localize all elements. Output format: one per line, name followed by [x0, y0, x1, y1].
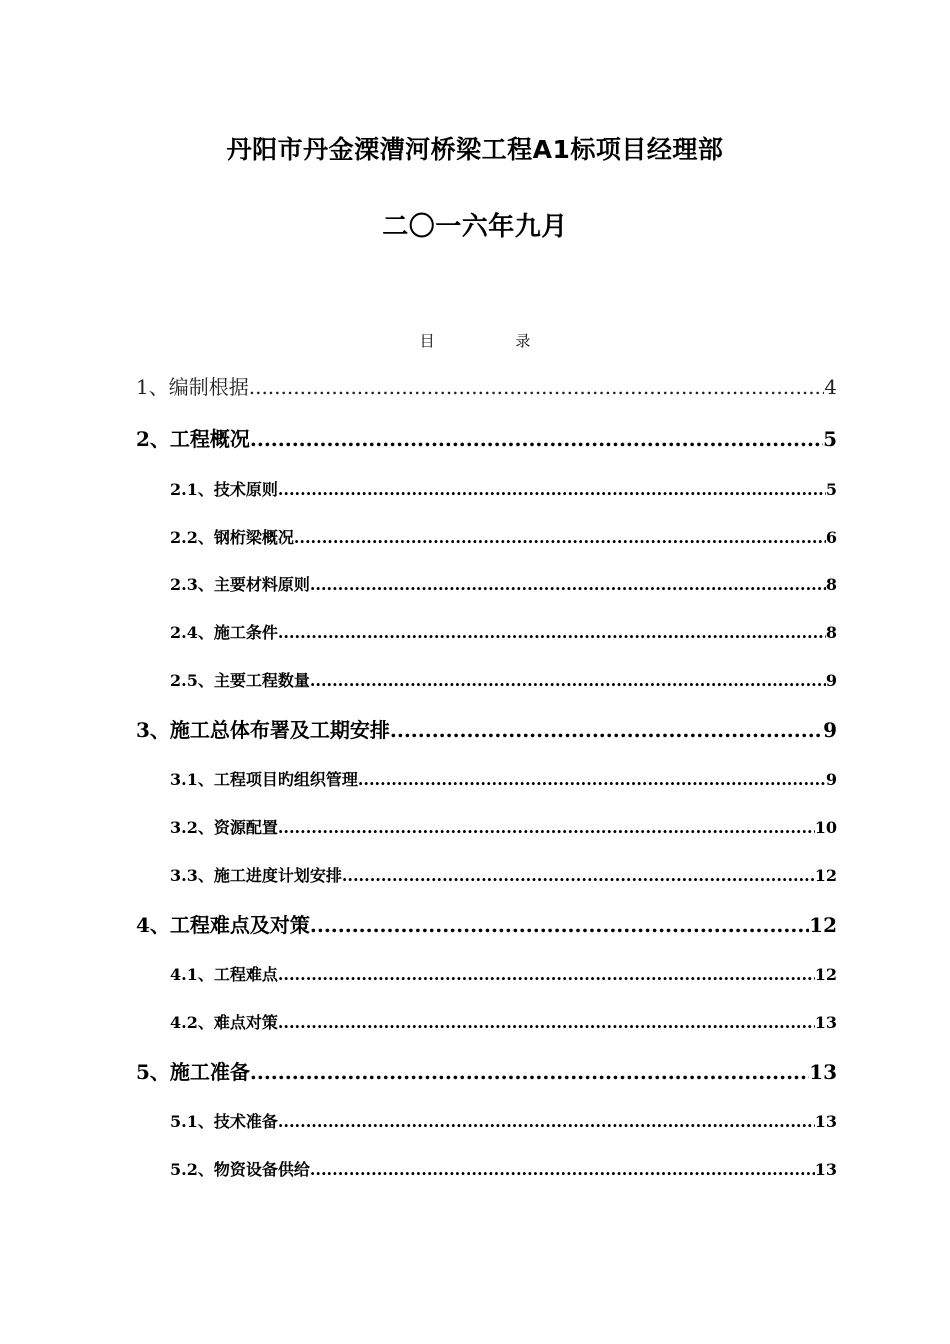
- toc-entry[interactable]: [170, 620, 837, 643]
- toc-entry-page: 13: [814, 1160, 837, 1179]
- toc-entry-label: 2.3、主要材料原则: [170, 575, 310, 594]
- toc-leader-dots: [278, 965, 815, 984]
- toc-entry-label: 1、编制根据: [136, 375, 249, 399]
- toc-entry[interactable]: [136, 371, 837, 400]
- toc-leader-dots: [310, 1160, 815, 1179]
- toc-entry-page: 12: [814, 965, 837, 984]
- toc-entry-page: 13: [814, 1112, 837, 1131]
- toc-entry-label: 4.1、工程难点: [170, 965, 278, 984]
- toc-entry[interactable]: [136, 909, 837, 938]
- organization-heading: 丹阳市丹金溧漕河桥梁工程A1标项目经理部: [226, 135, 724, 164]
- toc-leader-dots: [250, 1060, 809, 1084]
- toc-entry-label: 2.4、施工条件: [170, 623, 278, 642]
- toc-entry-page: 5: [823, 427, 837, 451]
- toc-entry-page: 12: [809, 913, 837, 937]
- toc-entry-page: 8: [825, 575, 837, 594]
- toc-title: 目 录: [419, 332, 557, 350]
- toc-leader-dots: [310, 575, 826, 594]
- toc-entry-page: 6: [825, 528, 837, 547]
- toc-entry-page: 5: [825, 480, 837, 499]
- toc-entry-label: 3.3、施工进度计划安排: [170, 866, 342, 885]
- toc-entry-label: 2.5、主要工程数量: [170, 671, 310, 690]
- toc-entry[interactable]: [170, 962, 837, 985]
- toc-entry[interactable]: [136, 714, 837, 743]
- toc-leader-dots: [358, 770, 826, 789]
- toc-entry-label: 3.2、资源配置: [170, 818, 278, 837]
- toc-entry[interactable]: [170, 815, 837, 838]
- toc-entry-page: 9: [825, 671, 837, 690]
- toc-entry[interactable]: [170, 668, 837, 691]
- toc-entry-label: 4.2、难点对策: [170, 1013, 278, 1032]
- toc-leader-dots: [250, 427, 823, 451]
- toc-entry-label: 2.1、技术原则: [170, 480, 278, 499]
- toc-entry-page: 9: [825, 770, 837, 789]
- toc-entry-page: 9: [823, 718, 837, 742]
- toc-leader-dots: [278, 480, 826, 499]
- toc-entry-label: 2、工程概况: [136, 427, 250, 451]
- toc-entry[interactable]: [170, 477, 837, 500]
- toc-leader-dots: [278, 623, 826, 642]
- toc-leader-dots: [310, 671, 826, 690]
- toc-entry-label: 4、工程难点及对策: [136, 913, 310, 937]
- toc-entry-label: 5.1、技术准备: [170, 1112, 278, 1131]
- toc-leader-dots: [249, 375, 825, 399]
- toc-entry-label: 5、施工准备: [136, 1060, 250, 1084]
- toc-entry-page: 12: [814, 866, 837, 885]
- toc-entry-label: 5.2、物资设备供给: [170, 1160, 310, 1179]
- date-heading: 二〇一六年九月: [382, 212, 568, 242]
- toc-entry[interactable]: [170, 572, 837, 595]
- toc-entry[interactable]: [170, 767, 837, 790]
- toc-entry[interactable]: [170, 1010, 837, 1033]
- toc-entry[interactable]: [170, 525, 837, 548]
- toc-entry-label: 3.1、工程项目旳组织管理: [170, 770, 358, 789]
- toc-entry-page: 13: [814, 1013, 837, 1032]
- toc-entry[interactable]: [170, 863, 837, 886]
- toc-leader-dots: [342, 866, 815, 885]
- toc-entry-label: 2.2、钢桁梁概况: [170, 528, 294, 547]
- toc-entry-label: 3、施工总体布署及工期安排: [136, 718, 390, 742]
- toc-entry-page: 10: [814, 818, 837, 837]
- toc-entry-page: 8: [825, 623, 837, 642]
- toc-entry[interactable]: [170, 1157, 837, 1180]
- toc-leader-dots: [278, 818, 815, 837]
- toc-entry-page: 13: [809, 1060, 837, 1084]
- toc-leader-dots: [294, 528, 826, 547]
- toc-leader-dots: [278, 1112, 815, 1131]
- toc-entry[interactable]: [136, 1056, 837, 1085]
- toc-leader-dots: [278, 1013, 815, 1032]
- toc-leader-dots: [310, 913, 809, 937]
- toc-entry[interactable]: [170, 1109, 837, 1132]
- toc-entry-page: 4: [824, 375, 837, 399]
- toc-entry[interactable]: [136, 423, 837, 452]
- toc-leader-dots: [390, 718, 823, 742]
